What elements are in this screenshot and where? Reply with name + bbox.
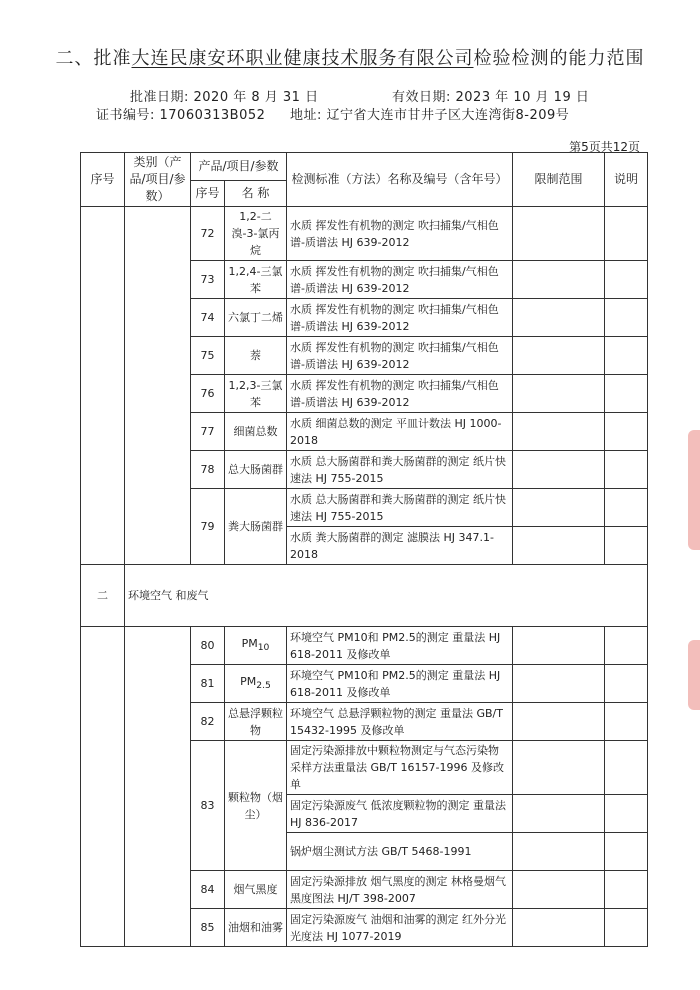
note-cell [605, 261, 648, 299]
limit-cell [513, 909, 605, 947]
section-label: 环境空气 和废气 [125, 565, 648, 627]
page-indicator: 第5页共12页 [569, 140, 640, 154]
limit-cell [513, 795, 605, 833]
item-number: 85 [191, 909, 225, 947]
item-name: 细菌总数 [225, 413, 287, 451]
section-row [81, 565, 648, 627]
table-row [81, 627, 648, 665]
item-number: 80 [191, 627, 225, 665]
standard-text: 水质 挥发性有机物的测定 吹扫捕集/气相色谱-质谱法 HJ 639-2012 [287, 337, 513, 375]
item-name: 1,2,4-三氯苯 [225, 261, 287, 299]
limit-cell [513, 527, 605, 565]
note-cell [605, 299, 648, 337]
standard-text: 水质 细菌总数的测定 平皿计数法 HJ 1000-2018 [287, 413, 513, 451]
standard-text: 水质 挥发性有机物的测定 吹扫捕集/气相色谱-质谱法 HJ 639-2012 [287, 375, 513, 413]
standard-text: 固定污染源排放中颗粒物测定与气态污染物采样方法重量法 GB/T 16157-1996 及修改单 [287, 741, 513, 795]
item-name: 1,2-二溴-3-氯丙烷 [225, 207, 287, 261]
item-name: 颗粒物（烟尘） [225, 741, 287, 871]
standard-text: 固定污染源废气 低浓度颗粒物的测定 重量法 HJ 836-2017 [287, 795, 513, 833]
note-cell [605, 527, 648, 565]
capability-scope-table [80, 152, 648, 947]
header-limit: 限制范围 [513, 153, 605, 207]
note-cell [605, 665, 648, 703]
item-name: 总悬浮颗粒物 [225, 703, 287, 741]
header-category: 类别（产品/项目/参数） [125, 153, 191, 207]
seq-cell [81, 207, 125, 565]
item-name: 1,2,3-三氯苯 [225, 375, 287, 413]
note-cell [605, 375, 648, 413]
item-name: 粪大肠菌群 [225, 489, 287, 565]
limit-cell [513, 627, 605, 665]
section-seq: 二 [81, 565, 125, 627]
limit-cell [513, 871, 605, 909]
note-cell [605, 909, 648, 947]
item-name: 总大肠菌群 [225, 451, 287, 489]
title-prefix: 二、批准 [55, 48, 132, 69]
header-product-group: 产品/项目/参数 [191, 153, 287, 181]
limit-cell [513, 413, 605, 451]
limit-cell [513, 375, 605, 413]
address: 地址: 辽宁省大连市甘井子区大连湾街8-209号 [290, 108, 570, 123]
standard-text: 水质 挥发性有机物的测定 吹扫捕集/气相色谱-质谱法 HJ 639-2012 [287, 207, 513, 261]
header-seq: 序号 [81, 153, 125, 207]
note-cell [605, 871, 648, 909]
standard-text: 水质 粪大肠菌群的测定 滤膜法 HJ 347.1-2018 [287, 527, 513, 565]
note-cell [605, 413, 648, 451]
limit-cell [513, 489, 605, 527]
category-cell [125, 627, 191, 947]
standard-text: 水质 总大肠菌群和粪大肠菌群的测定 纸片快速法 HJ 755-2015 [287, 489, 513, 527]
item-number: 75 [191, 337, 225, 375]
item-name-subscript: 2.5 [256, 680, 271, 692]
title-suffix: 检验检测的能力范围 [473, 48, 645, 69]
note-cell [605, 703, 648, 741]
title-organization: 大连民康安环职业健康技术服务有限公司 [131, 48, 474, 69]
standard-text: 水质 总大肠菌群和粪大肠菌群的测定 纸片快速法 HJ 755-2015 [287, 451, 513, 489]
item-name: 六氯丁二烯 [225, 299, 287, 337]
item-number: 74 [191, 299, 225, 337]
standard-text: 固定污染源排放 烟气黑度的测定 林格曼烟气黑度图法 HJ/T 398-2007 [287, 871, 513, 909]
seal-stamp-edge [688, 640, 700, 710]
note-cell [605, 337, 648, 375]
item-number: 82 [191, 703, 225, 741]
standard-text: 环境空气 总悬浮颗粒物的测定 重量法 GB/T 15432-1995 及修改单 [287, 703, 513, 741]
approval-date: 批准日期: 2020 年 8 月 31 日 [130, 90, 319, 105]
standard-text: 环境空气 PM10和 PM2.5的测定 重量法 HJ 618-2011 及修改单 [287, 627, 513, 665]
limit-cell [513, 299, 605, 337]
standard-text: 固定污染源废气 油烟和油雾的测定 红外分光光度法 HJ 1077-2019 [287, 909, 513, 947]
item-number: 73 [191, 261, 225, 299]
item-name: 油烟和油雾 [225, 909, 287, 947]
valid-date: 有效日期: 2023 年 10 月 19 日 [392, 90, 590, 105]
note-cell [605, 741, 648, 795]
limit-cell [513, 665, 605, 703]
standard-text: 水质 挥发性有机物的测定 吹扫捕集/气相色谱-质谱法 HJ 639-2012 [287, 261, 513, 299]
header-standard: 检测标准（方法）名称及编号（含年号） [287, 153, 513, 207]
header-sub-seq: 序号 [191, 181, 225, 207]
page-title [0, 44, 700, 70]
item-number: 72 [191, 207, 225, 261]
item-number: 76 [191, 375, 225, 413]
note-cell [605, 627, 648, 665]
header-note: 说明 [605, 153, 648, 207]
limit-cell [513, 451, 605, 489]
note-cell [605, 795, 648, 833]
note-cell [605, 833, 648, 871]
note-cell [605, 207, 648, 261]
item-number: 78 [191, 451, 225, 489]
limit-cell [513, 833, 605, 871]
item-number: 77 [191, 413, 225, 451]
item-name: 萘 [225, 337, 287, 375]
item-number: 81 [191, 665, 225, 703]
item-number: 79 [191, 489, 225, 565]
note-cell [605, 451, 648, 489]
category-cell [125, 207, 191, 565]
limit-cell [513, 337, 605, 375]
item-name [225, 627, 287, 665]
seal-stamp-edge [688, 430, 700, 550]
item-name-main: PM [241, 636, 258, 650]
item-name-main: PM [240, 674, 257, 688]
certificate-number: 证书编号: 17060313B052 [96, 108, 266, 123]
limit-cell [513, 207, 605, 261]
item-name-subscript: 10 [257, 642, 270, 654]
note-cell [605, 489, 648, 527]
item-number: 84 [191, 871, 225, 909]
table-row [81, 207, 648, 261]
item-name: 烟气黑度 [225, 871, 287, 909]
limit-cell [513, 741, 605, 795]
item-name [225, 665, 287, 703]
standard-text: 环境空气 PM10和 PM2.5的测定 重量法 HJ 618-2011 及修改单 [287, 665, 513, 703]
limit-cell [513, 261, 605, 299]
header-sub-name: 名 称 [225, 181, 287, 207]
seq-cell [81, 627, 125, 947]
standard-text: 水质 挥发性有机物的测定 吹扫捕集/气相色谱-质谱法 HJ 639-2012 [287, 299, 513, 337]
limit-cell [513, 703, 605, 741]
standard-text: 锅炉烟尘测试方法 GB/T 5468-1991 [287, 833, 513, 871]
item-number: 83 [191, 741, 225, 871]
